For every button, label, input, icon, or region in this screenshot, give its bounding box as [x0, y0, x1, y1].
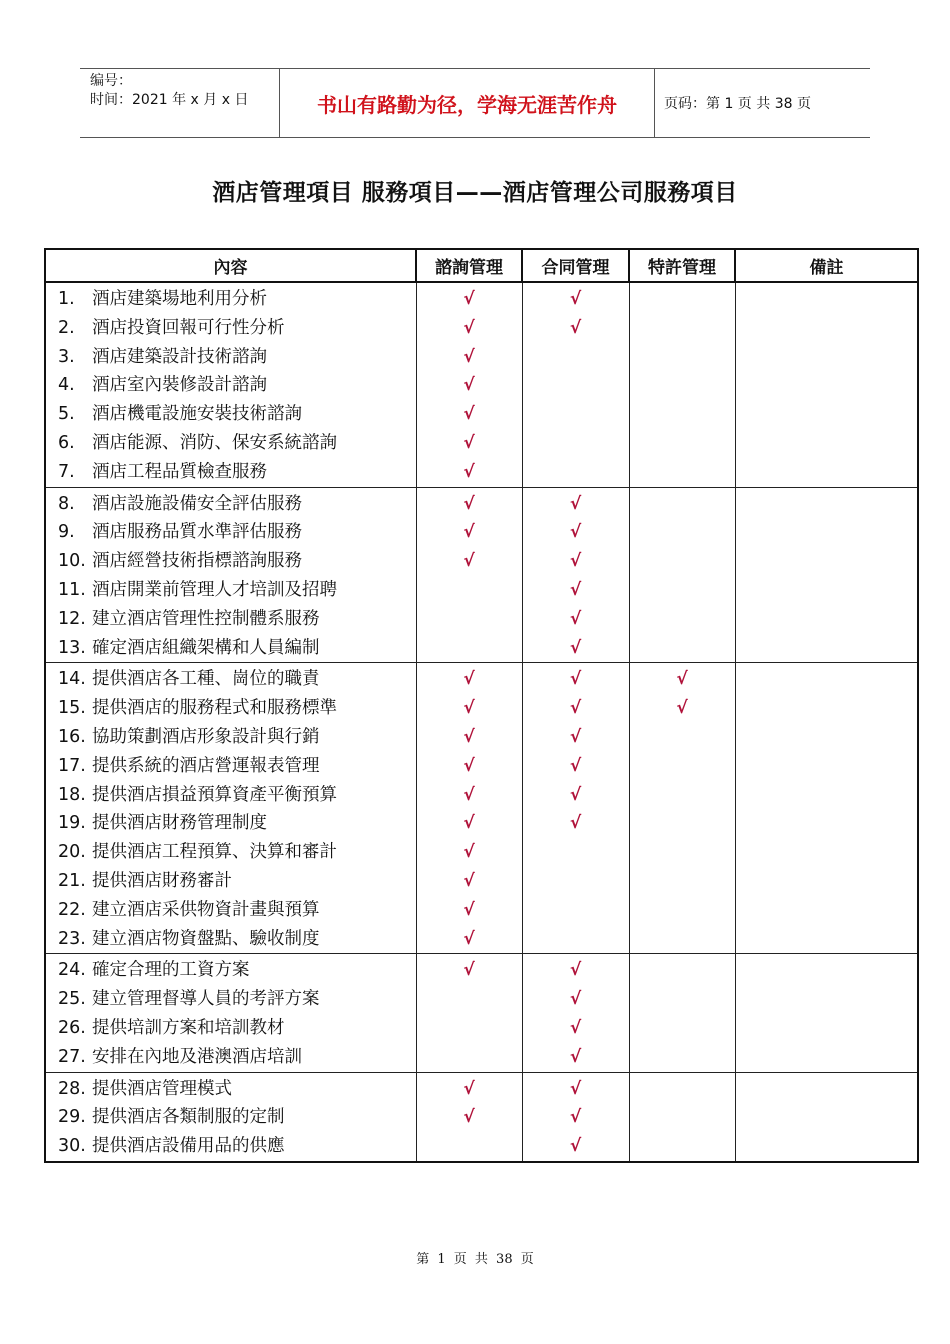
remark-line — [736, 371, 918, 400]
remark-line — [736, 781, 918, 810]
consulting-cell — [416, 954, 522, 1072]
remark-line — [736, 547, 918, 576]
remarks-cell — [735, 663, 918, 954]
remark-line — [736, 314, 918, 343]
check-mark — [630, 867, 735, 896]
list-item — [46, 694, 416, 723]
table-group — [45, 954, 918, 1072]
item-number: 10. — [58, 551, 86, 572]
item-text: 提供酒店各類制服的定制 — [92, 1107, 285, 1128]
check-mark: √ — [569, 755, 582, 776]
check-mark: √ — [569, 579, 582, 600]
check-mark — [630, 285, 735, 314]
check-mark — [523, 429, 629, 458]
content-cell — [45, 487, 416, 663]
check-mark — [417, 985, 522, 1014]
check-mark: √ — [569, 1107, 582, 1128]
check-mark — [630, 1043, 735, 1072]
remark-line — [736, 518, 918, 547]
check-mark — [630, 634, 735, 663]
franchise-cell — [629, 487, 735, 663]
check-mark — [630, 605, 735, 634]
remarks-cell — [735, 1072, 918, 1162]
item-number: 24. — [58, 960, 86, 981]
check-mark — [523, 867, 629, 896]
consulting-cell — [416, 1072, 522, 1162]
check-mark — [630, 925, 735, 954]
check-mark: √ — [676, 698, 688, 719]
item-number: 27. — [58, 1046, 86, 1067]
contract-cell — [522, 954, 629, 1072]
list-item — [46, 752, 416, 781]
check-mark — [630, 781, 735, 810]
item-text: 提供酒店財務審計 — [92, 870, 232, 891]
check-mark — [630, 1014, 735, 1043]
table-group — [45, 282, 918, 487]
list-item — [46, 809, 416, 838]
item-number: 8. — [58, 493, 75, 514]
remark-line — [736, 956, 918, 985]
remark-line — [736, 1103, 918, 1132]
check-mark: √ — [676, 669, 688, 690]
check-mark: √ — [463, 813, 475, 834]
list-item — [46, 1014, 416, 1043]
item-text: 酒店工程品質檢查服務 — [92, 461, 267, 482]
check-mark: √ — [569, 813, 582, 834]
check-mark — [630, 956, 735, 985]
list-item — [46, 343, 416, 372]
remark-line — [736, 665, 918, 694]
item-text: 提供酒店工程預算、決算和審計 — [92, 842, 337, 863]
check-mark — [630, 896, 735, 925]
item-text: 酒店機電設施安裝技術諮詢 — [92, 404, 302, 425]
check-mark: √ — [569, 1017, 582, 1038]
check-mark — [630, 429, 735, 458]
check-mark: √ — [569, 784, 582, 805]
check-mark: √ — [463, 461, 475, 482]
contract-cell — [522, 487, 629, 663]
check-mark — [523, 343, 629, 372]
item-text: 建立管理督導人員的考評方案 — [92, 989, 320, 1010]
check-mark — [523, 896, 629, 925]
contract-cell — [522, 282, 629, 487]
item-text: 提供酒店各工種、崗位的職責 — [92, 669, 320, 690]
check-mark — [630, 400, 735, 429]
remark-line — [736, 867, 918, 896]
table-group — [45, 663, 918, 954]
item-number: 29. — [58, 1107, 86, 1128]
item-number: 28. — [58, 1078, 86, 1099]
header-content: 內容 — [45, 249, 416, 282]
remark-line — [736, 896, 918, 925]
check-mark: √ — [569, 1046, 582, 1067]
header-contract: 合同管理 — [522, 249, 629, 282]
table-group — [45, 487, 918, 663]
check-mark: √ — [569, 726, 582, 747]
check-mark: √ — [463, 1107, 475, 1128]
item-number: 20. — [58, 842, 86, 863]
item-number: 6. — [58, 432, 75, 453]
check-mark: √ — [463, 928, 475, 949]
item-text: 酒店能源、消防、保安系統諮詢 — [92, 432, 337, 453]
remark-line — [736, 458, 918, 487]
item-text: 酒店經營技術指標諮詢服務 — [92, 551, 302, 572]
contract-cell — [522, 1072, 629, 1162]
check-mark: √ — [569, 608, 582, 629]
remarks-cell — [735, 487, 918, 663]
check-mark — [630, 490, 735, 519]
franchise-cell — [629, 282, 735, 487]
content-cell — [45, 1072, 416, 1162]
remark-line — [736, 809, 918, 838]
check-mark: √ — [463, 432, 475, 453]
contract-cell — [522, 663, 629, 954]
list-item — [46, 490, 416, 519]
remarks-cell — [735, 954, 918, 1072]
check-mark: √ — [463, 1078, 475, 1099]
list-item — [46, 429, 416, 458]
item-number: 5. — [58, 404, 75, 425]
check-mark — [630, 985, 735, 1014]
consulting-cell — [416, 282, 522, 487]
content-cell — [45, 663, 416, 954]
item-number: 4. — [58, 375, 75, 396]
item-number: 2. — [58, 317, 75, 338]
item-text: 酒店室內裝修設計諮詢 — [92, 375, 267, 396]
check-mark: √ — [569, 289, 582, 309]
check-mark: √ — [569, 989, 582, 1010]
franchise-cell — [629, 663, 735, 954]
list-item — [46, 867, 416, 896]
item-number: 17. — [58, 755, 86, 776]
item-number: 12. — [58, 608, 86, 629]
check-mark: √ — [463, 375, 475, 396]
item-number: 11. — [58, 579, 86, 600]
list-item — [46, 1075, 416, 1104]
remark-line — [736, 985, 918, 1014]
list-item — [46, 1132, 416, 1161]
check-mark: √ — [463, 726, 475, 747]
check-mark: √ — [569, 1078, 582, 1099]
item-number: 25. — [58, 989, 86, 1010]
check-mark — [630, 547, 735, 576]
table-header-row — [45, 249, 918, 282]
check-mark: √ — [463, 870, 475, 891]
list-item — [46, 665, 416, 694]
item-number: 18. — [58, 784, 86, 805]
remark-line — [736, 634, 918, 663]
check-mark — [630, 723, 735, 752]
item-number: 16. — [58, 726, 86, 747]
remark-line — [736, 605, 918, 634]
check-mark: √ — [463, 346, 475, 367]
check-mark — [630, 576, 735, 605]
header-remarks: 備註 — [735, 249, 918, 282]
check-mark: √ — [463, 842, 475, 863]
check-mark: √ — [569, 669, 582, 690]
services-table-wrap — [44, 248, 917, 1163]
check-mark — [417, 1132, 522, 1161]
page-header — [80, 68, 870, 138]
item-text: 確定合理的工資方案 — [92, 960, 250, 981]
check-mark — [523, 400, 629, 429]
time-label: 时间：2021 年 x 月 x 日 — [90, 92, 249, 108]
content-cell — [45, 954, 416, 1072]
remark-line — [736, 752, 918, 781]
item-text: 協助策劃酒店形象設計與行銷 — [92, 726, 320, 747]
consulting-cell — [416, 663, 522, 954]
item-text: 酒店設施設備安全評估服務 — [92, 493, 302, 514]
check-mark: √ — [463, 317, 475, 338]
check-mark — [523, 838, 629, 867]
item-number: 13. — [58, 637, 86, 658]
header-consulting: 諮詢管理 — [416, 249, 522, 282]
consulting-cell — [416, 487, 522, 663]
remark-line — [736, 1014, 918, 1043]
check-mark — [630, 1132, 735, 1161]
check-mark: √ — [463, 784, 475, 805]
item-number: 26. — [58, 1017, 86, 1038]
item-number: 15. — [58, 698, 86, 719]
check-mark — [417, 605, 522, 634]
check-mark: √ — [569, 698, 582, 719]
remark-line — [736, 694, 918, 723]
table-group — [45, 1072, 918, 1162]
remark-line — [736, 285, 918, 314]
services-table — [44, 248, 919, 1163]
item-text: 建立酒店管理性控制體系服務 — [92, 608, 320, 629]
check-mark: √ — [463, 755, 475, 776]
item-text: 酒店投資回報可行性分析 — [92, 317, 285, 338]
item-text: 提供酒店的服務程式和服務標準 — [92, 698, 337, 719]
item-number: 30. — [58, 1136, 86, 1157]
list-item — [46, 781, 416, 810]
list-item — [46, 576, 416, 605]
check-mark — [630, 752, 735, 781]
list-item — [46, 723, 416, 752]
check-mark: √ — [463, 404, 475, 425]
check-mark: √ — [569, 551, 582, 572]
item-text: 確定酒店組織架構和人員編制 — [92, 637, 320, 658]
check-mark — [630, 518, 735, 547]
list-item — [46, 925, 416, 954]
list-item — [46, 371, 416, 400]
list-item — [46, 285, 416, 314]
header-franchise: 特許管理 — [629, 249, 735, 282]
item-text: 提供系統的酒店營運報表管理 — [92, 755, 320, 776]
remark-line — [736, 429, 918, 458]
remark-line — [736, 343, 918, 372]
remark-line — [736, 925, 918, 954]
document-title: 酒店管理項目 服務項目——酒店管理公司服務項目 — [212, 180, 738, 206]
franchise-cell — [629, 1072, 735, 1162]
header-meta — [80, 69, 280, 137]
check-mark: √ — [463, 960, 475, 981]
item-text: 提供培訓方案和培訓教材 — [92, 1017, 285, 1038]
check-mark — [417, 576, 522, 605]
list-item — [46, 1043, 416, 1072]
item-text: 酒店服務品質水準評估服務 — [92, 522, 302, 543]
check-mark — [630, 371, 735, 400]
item-text: 提供酒店設備用品的供應 — [92, 1136, 285, 1157]
motto-text: 书山有路勤为径，学海无涯苦作舟 — [280, 69, 655, 137]
item-text: 建立酒店采供物資計畫與預算 — [92, 899, 320, 920]
check-mark — [523, 458, 629, 487]
item-text: 建立酒店物資盤點、驗收制度 — [92, 928, 320, 949]
item-number: 19. — [58, 813, 86, 834]
check-mark: √ — [569, 493, 582, 514]
list-item — [46, 400, 416, 429]
item-number: 22. — [58, 899, 86, 920]
remark-line — [736, 1075, 918, 1104]
item-text: 提供酒店損益預算資產平衡預算 — [92, 784, 337, 805]
item-number: 1. — [58, 289, 75, 309]
item-text: 安排在內地及港澳酒店培訓 — [92, 1046, 302, 1067]
check-mark: √ — [463, 899, 475, 920]
check-mark: √ — [569, 960, 582, 981]
list-item — [46, 985, 416, 1014]
remarks-cell — [735, 282, 918, 487]
check-mark — [630, 343, 735, 372]
remark-line — [736, 838, 918, 867]
item-text: 提供酒店管理模式 — [92, 1078, 232, 1099]
item-text: 提供酒店財務管理制度 — [92, 813, 267, 834]
item-number: 3. — [58, 346, 75, 367]
check-mark — [630, 1075, 735, 1104]
check-mark — [523, 371, 629, 400]
check-mark — [417, 1014, 522, 1043]
franchise-cell — [629, 954, 735, 1072]
check-mark — [630, 314, 735, 343]
item-number: 7. — [58, 461, 75, 482]
item-number: 9. — [58, 522, 75, 543]
item-number: 21. — [58, 870, 86, 891]
check-mark — [630, 809, 735, 838]
remark-line — [736, 1043, 918, 1072]
list-item — [46, 458, 416, 487]
remark-line — [736, 723, 918, 752]
list-item — [46, 896, 416, 925]
check-mark: √ — [463, 522, 475, 543]
list-item — [46, 956, 416, 985]
list-item — [46, 605, 416, 634]
list-item — [46, 838, 416, 867]
check-mark — [523, 925, 629, 954]
check-mark — [630, 1103, 735, 1132]
page-footer: 第 1 页 共 38 页 — [416, 1252, 534, 1267]
check-mark: √ — [569, 522, 582, 543]
check-mark: √ — [569, 1136, 582, 1157]
check-mark: √ — [463, 289, 475, 309]
list-item — [46, 1103, 416, 1132]
check-mark: √ — [463, 698, 475, 719]
list-item — [46, 634, 416, 663]
list-item — [46, 547, 416, 576]
check-mark — [417, 634, 522, 663]
check-mark — [417, 1043, 522, 1072]
check-mark: √ — [569, 637, 582, 658]
check-mark: √ — [463, 551, 475, 572]
remark-line — [736, 400, 918, 429]
remark-line — [736, 576, 918, 605]
item-text: 酒店建築場地利用分析 — [92, 289, 267, 309]
item-number: 14. — [58, 669, 86, 690]
check-mark: √ — [463, 669, 475, 690]
remark-line — [736, 490, 918, 519]
table-body — [45, 282, 918, 1162]
check-mark — [630, 458, 735, 487]
check-mark: √ — [463, 493, 475, 514]
check-mark — [630, 838, 735, 867]
item-text: 酒店建築設計技術諮詢 — [92, 346, 267, 367]
list-item — [46, 518, 416, 547]
content-cell — [45, 282, 416, 487]
list-item — [46, 314, 416, 343]
remark-line — [736, 1132, 918, 1161]
item-text: 酒店開業前管理人才培訓及招聘 — [92, 579, 337, 600]
item-number: 23. — [58, 928, 86, 949]
number-label: 编号： — [90, 73, 132, 89]
check-mark: √ — [569, 317, 582, 338]
page-label: 页码：第 1 页 共 38 页 — [664, 96, 811, 112]
